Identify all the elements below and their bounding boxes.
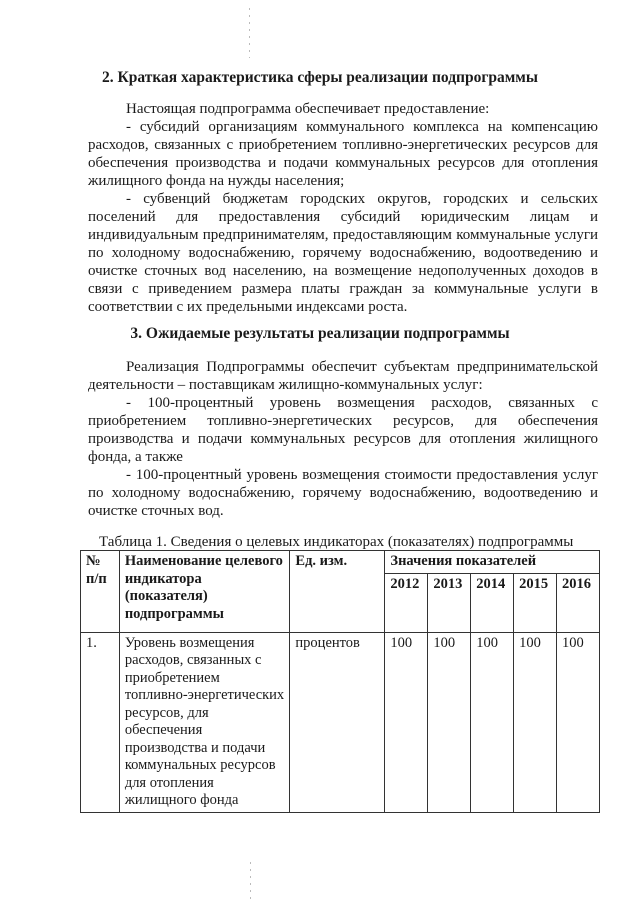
cell-value: 100 xyxy=(428,632,471,812)
cell-value: 100 xyxy=(385,632,428,812)
section-2-item: - субсидий организациям коммунального комплекса на компенсацию расходов, связанных с приобретением топливно-энергетических ресурсов для обеспечения производства и подачи коммунальных ресурсов для отопления жилищного фонда на нужды населения; xyxy=(88,119,598,189)
header-year: 2013 xyxy=(428,573,471,632)
table-caption: Таблица 1. Сведения о целевых индикаторах (показателях) подпрограммы xyxy=(99,534,574,550)
section-3-heading: 3. Ожидаемые результаты реализации подпрограммы xyxy=(130,325,510,342)
table-header-row xyxy=(81,551,600,574)
header-year: 2014 xyxy=(471,573,514,632)
section-3-item: - 100-процентный уровень возмещения стоимости предоставления услуг по холодному водоснабжению, горячему водоснабжению, водоотведению и очистке сточных вод. xyxy=(88,467,598,519)
header-year: 2016 xyxy=(557,573,600,632)
header-year: 2012 xyxy=(385,573,428,632)
cell-num: 1. xyxy=(81,632,120,812)
section-2-body xyxy=(88,100,598,316)
section-3-item: - 100-процентный уровень возмещения расходов, связанных с приобретением топливно-энергетических ресурсов, для обеспечения производства и подачи коммунальных ресурсов для отопления жилищного фонда, а также xyxy=(88,395,598,465)
scan-artifact xyxy=(249,8,250,58)
header-num: № п/п xyxy=(81,551,120,633)
table-row xyxy=(81,632,600,812)
cell-name: Уровень возмещения расходов, связанных с приобретением топливно-энергетических ресурсов, для обеспечения производства и подачи коммунальных ресурсов для отопления жилищного фонда xyxy=(119,632,290,812)
cell-value: 100 xyxy=(514,632,557,812)
section-3-body xyxy=(88,358,598,520)
cell-unit: процентов xyxy=(290,632,385,812)
section-2-intro: Настоящая подпрограмма обеспечивает предоставление: xyxy=(126,101,490,117)
scan-artifact xyxy=(250,862,251,902)
section-2-heading: 2. Краткая характеристика сферы реализации подпрограммы xyxy=(102,69,538,86)
section-2-item: - субвенций бюджетам городских округов, городских и сельских поселений для предоставления субсидий юридическим лицам и индивидуальным предпринимателям, предоставляющим коммунальные услуги по холодному водоснабжению, горячему водоснабжению, водоотведению и очистке сточных вод населению, на возмещение недополученных доходов в связи с приведением размера платы граждан за коммунальные услуги в соответствии с их предельными индексами роста. xyxy=(88,191,598,315)
header-unit: Ед. изм. xyxy=(290,551,385,633)
cell-value: 100 xyxy=(471,632,514,812)
cell-value: 100 xyxy=(557,632,600,812)
header-values-group: Значения показателей xyxy=(385,551,600,574)
section-3-intro: Реализация Подпрограммы обеспечит субъектам предпринимательской деятельности – поставщикам жилищно-коммунальных услуг: xyxy=(88,359,598,393)
header-name: Наименование целевого индикатора (показателя) подпрограммы xyxy=(119,551,290,633)
header-year: 2015 xyxy=(514,573,557,632)
indicators-table xyxy=(80,550,600,813)
